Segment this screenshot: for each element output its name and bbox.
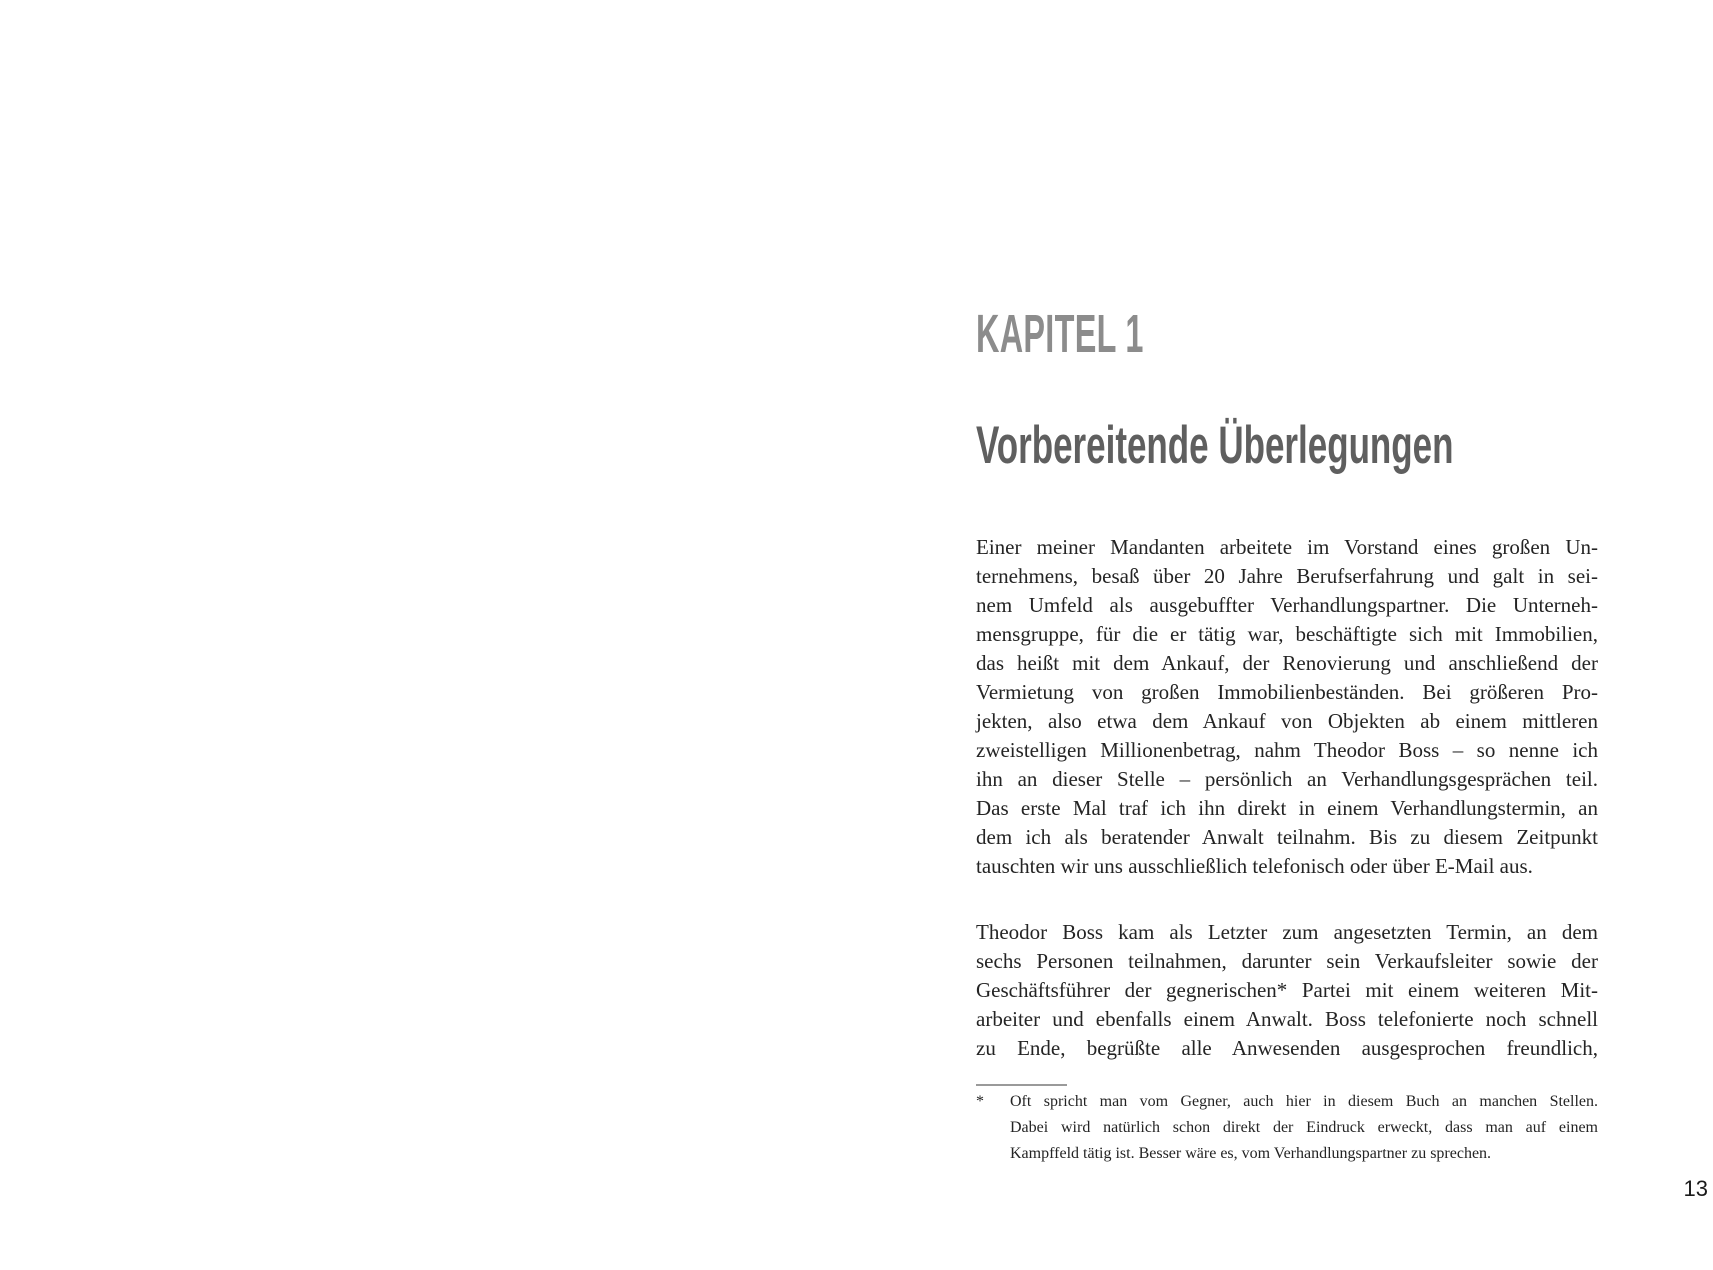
- page-number: 13: [1683, 1176, 1708, 1201]
- text-line: zweistelligen Millionenbetrag, nahm Theodor Boss – so nenne ich: [976, 738, 1598, 762]
- text-line: Geschäftsführer der gegnerischen* Partei mit einem weiteren Mit-: [976, 978, 1598, 1002]
- text-line: Vermietung von großen Immobilienbeständen. Bei größeren Pro-: [976, 680, 1598, 704]
- footnote-line: Kampffeld tätig ist. Besser wäre es, vom Verhandlungspartner zu sprechen.: [1010, 1145, 1492, 1162]
- text-line: Einer meiner Mandanten arbeitete im Vorstand eines großen Un-: [976, 535, 1598, 559]
- chapter-kicker: KAPITEL 1: [976, 304, 1144, 364]
- text-line: mensgruppe, für die er tätig war, beschäftigte sich mit Immobilien,: [976, 622, 1598, 646]
- text-column: [976, 0, 1598, 1167]
- footnote-marker: *: [976, 1093, 984, 1110]
- text-line: nem Umfeld als ausgebuffter Verhandlungspartner. Die Unterneh-: [976, 593, 1598, 617]
- text-line: Das erste Mal traf ich ihn direkt in einem Verhandlungstermin, an: [976, 796, 1598, 820]
- text-line: ihn an dieser Stelle – persönlich an Verhandlungsgesprächen teil.: [976, 767, 1598, 791]
- text-line: dem ich als beratender Anwalt teilnahm. Bis zu diesem Zeitpunkt: [976, 825, 1598, 849]
- text-line: Theodor Boss kam als Letzter zum angesetzten Termin, an dem: [976, 920, 1598, 944]
- text-line: zu Ende, begrüßte alle Anwesenden ausgesprochen freundlich,: [976, 1036, 1598, 1060]
- paragraph-2: [976, 918, 1598, 1063]
- footnote-line: Oft spricht man vom Gegner, auch hier in diesem Buch an manchen Stellen.: [1010, 1093, 1598, 1110]
- text-line: ternehmens, besaß über 20 Jahre Berufserfahrung und galt in sei-: [976, 564, 1598, 588]
- footnote-divider: [976, 1084, 1067, 1086]
- text-line: jekten, also etwa dem Ankauf von Objekten ab einem mittleren: [976, 709, 1598, 733]
- footnote: [976, 1089, 1598, 1167]
- chapter-title: Vorbereitende Überlegungen: [976, 416, 1454, 475]
- text-line: tauschten wir uns ausschließlich telefonisch oder über E-Mail aus.: [976, 854, 1533, 878]
- text-line: das heißt mit dem Ankauf, der Renovierung und anschließend der: [976, 651, 1598, 675]
- text-line: sechs Personen teilnahmen, darunter sein Verkaufsleiter sowie der: [976, 949, 1598, 973]
- text-line: arbeiter und ebenfalls einem Anwalt. Boss telefonierte noch schnell: [976, 1007, 1598, 1031]
- footnote-line: Dabei wird natürlich schon direkt der Eindruck erweckt, dass man auf einem: [1010, 1119, 1598, 1136]
- paragraph-1: [976, 533, 1598, 881]
